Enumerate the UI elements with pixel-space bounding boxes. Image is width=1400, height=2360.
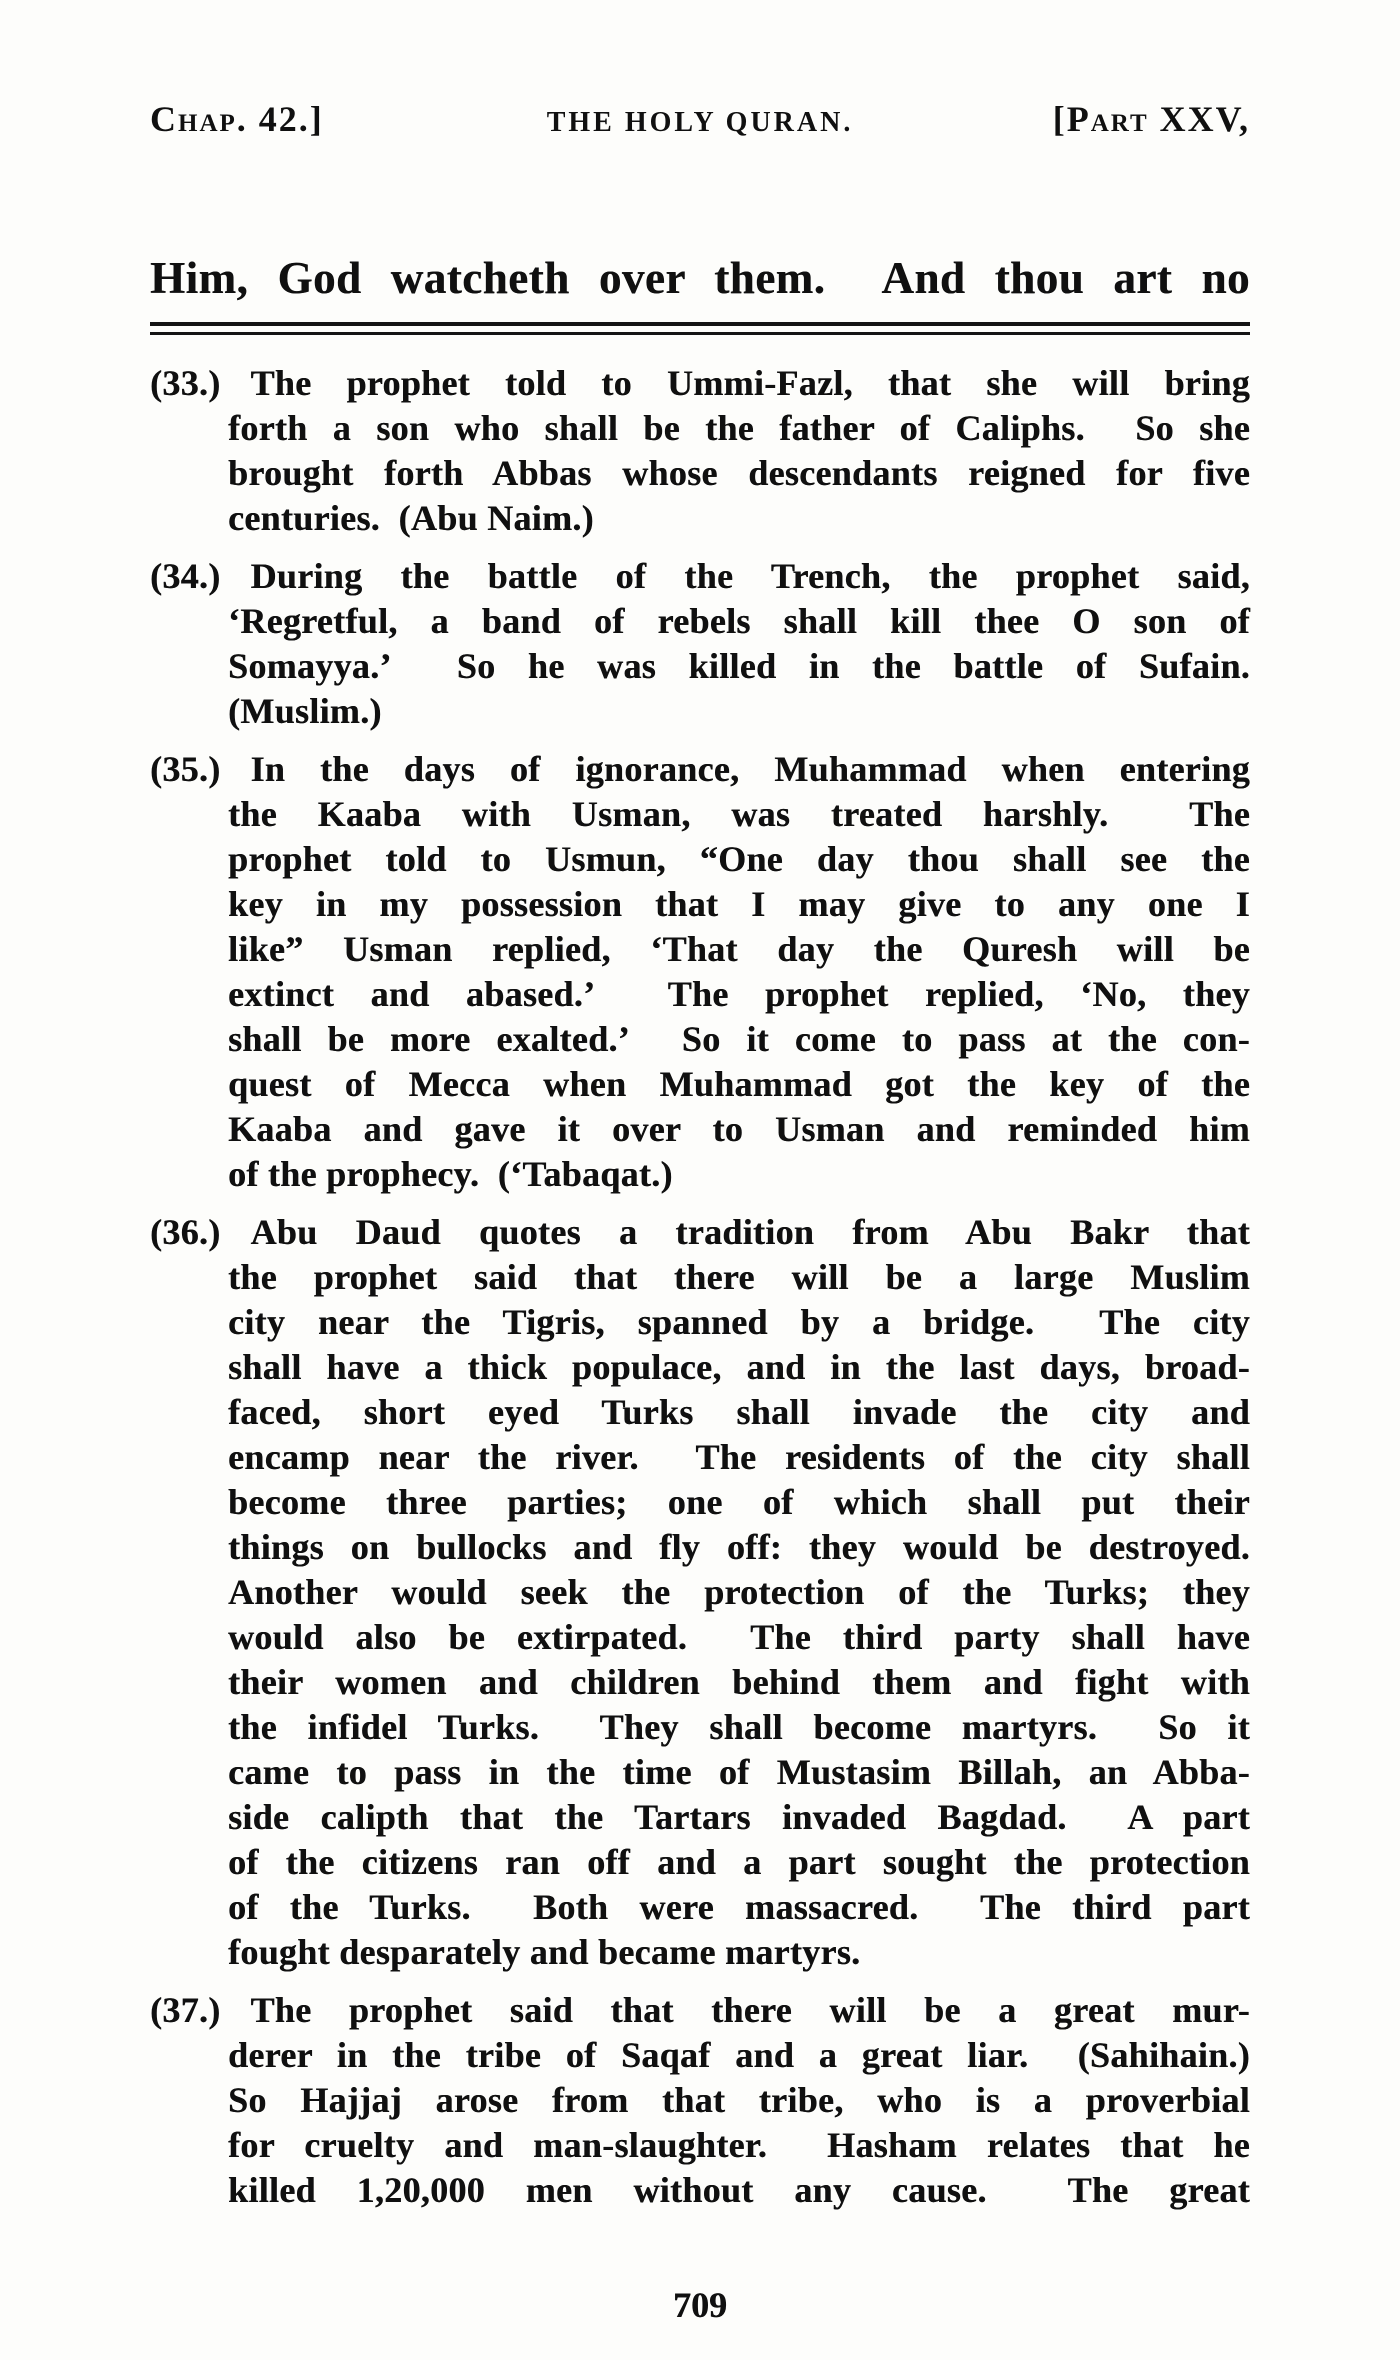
paragraph-number: (35.): [150, 749, 221, 789]
text-line: quest of Mecca when Muhammad got the key of the: [228, 1064, 1250, 1104]
hadith-paragraph: [150, 361, 1250, 541]
text-line: city near the Tigris, spanned by a bridge. The city: [228, 1302, 1250, 1342]
text-line: extinct and abased.’ The prophet replied, ‘No, they: [228, 974, 1250, 1014]
chapter-label: Chap. 42.]: [150, 99, 324, 139]
text-line: (36.) Abu Daud quotes a tradition from Abu Bakr that: [150, 1212, 1250, 1252]
text-line: key in my possession that I may give to any one I: [228, 884, 1250, 924]
paragraph-number: (33.): [150, 363, 221, 403]
text-line: brought forth Abbas whose descendants reigned for five: [228, 453, 1250, 493]
text-line: (Muslim.): [228, 691, 382, 731]
text-line: faced, short eyed Turks shall invade the city and: [228, 1392, 1250, 1432]
text-line: shall be more exalted.’ So it come to pass at the con-: [228, 1019, 1250, 1059]
text-line: fought desparately and became martyrs.: [228, 1932, 861, 1972]
text-line: centuries. (Abu Naim.): [228, 498, 594, 538]
book-title: THE HOLY QURAN.: [546, 107, 854, 138]
text-line: for cruelty and man-slaughter. Hasham relates that he: [228, 2125, 1250, 2165]
text-line: prophet told to Usmun, “One day thou shall see the: [228, 839, 1250, 879]
text-line: So Hajjaj arose from that tribe, who is a proverbial: [228, 2080, 1250, 2120]
hadith-paragraph: [150, 747, 1250, 1197]
text-line: ‘Regretful, a band of rebels shall kill thee O son of: [228, 601, 1250, 641]
text-line: of the prophecy. (‘Tabaqat.): [228, 1154, 673, 1194]
hadith-paragraph: [150, 554, 1250, 734]
text-line: killed 1,20,000 men without any cause. The great: [228, 2170, 1250, 2210]
text-line: things on bullocks and fly off: they would be destroyed.: [228, 1527, 1250, 1567]
text-line: side calipth that the Tartars invaded Bagdad. A part: [228, 1797, 1250, 1837]
paragraph-number: (34.): [150, 556, 221, 596]
page-number: 709: [673, 2285, 727, 2325]
text-line: become three parties; one of which shall put their: [228, 1482, 1250, 1522]
paragraph-number: (36.): [150, 1212, 221, 1252]
running-header: [150, 0, 1250, 140]
divider-rule: [150, 322, 1250, 335]
text-line: the prophet said that there will be a large Muslim: [228, 1257, 1250, 1297]
text-line: came to pass in the time of Mustasim Billah, an Abba-: [228, 1752, 1250, 1792]
text-line: the infidel Turks. They shall become martyrs. So it: [228, 1707, 1250, 1747]
text-line: Another would seek the protection of the Turks; they: [228, 1572, 1250, 1612]
text-line: would also be extirpated. The third party shall have: [228, 1617, 1250, 1657]
text-line: (33.) The prophet told to Ummi-Fazl, that she will bring: [150, 363, 1250, 403]
text-line: (34.) During the battle of the Trench, the prophet said,: [150, 556, 1250, 596]
text-line: Kaaba and gave it over to Usman and reminded him: [228, 1109, 1250, 1149]
text-line: of the Turks. Both were massacred. The third part: [228, 1887, 1250, 1927]
text-line: encamp near the river. The residents of the city shall: [228, 1437, 1250, 1477]
part-label: [Part XXV,: [1052, 99, 1251, 139]
paragraph-number: (37.): [150, 1990, 221, 2030]
hadith-paragraph: [150, 1988, 1250, 2213]
text-line: shall have a thick populace, and in the last days, broad-: [228, 1347, 1250, 1387]
hadith-paragraph: [150, 1210, 1250, 1975]
text-line: like” Usman replied, ‘That day the Quresh will be: [228, 929, 1250, 969]
body-text: [150, 361, 1250, 2213]
text-line: of the citizens ran off and a part sought the protection: [228, 1842, 1250, 1882]
text-line: (35.) In the days of ignorance, Muhammad when entering: [150, 749, 1250, 789]
text-line: the Kaaba with Usman, was treated harshly. The: [228, 794, 1250, 834]
text-line: forth a son who shall be the father of Caliphs. So she: [228, 408, 1250, 448]
text-line: derer in the tribe of Saqaf and a great liar. (Sahihain.): [228, 2035, 1250, 2075]
text-line: Somayya.’ So he was killed in the battle of Sufain.: [228, 646, 1250, 686]
text-line: their women and children behind them and fight with: [228, 1662, 1250, 1702]
page-content: [150, 0, 1250, 2226]
verse-heading: Him, God watcheth over them. And thou art no: [150, 253, 1250, 303]
text-line: (37.) The prophet said that there will be a great mur-: [150, 1990, 1250, 2030]
